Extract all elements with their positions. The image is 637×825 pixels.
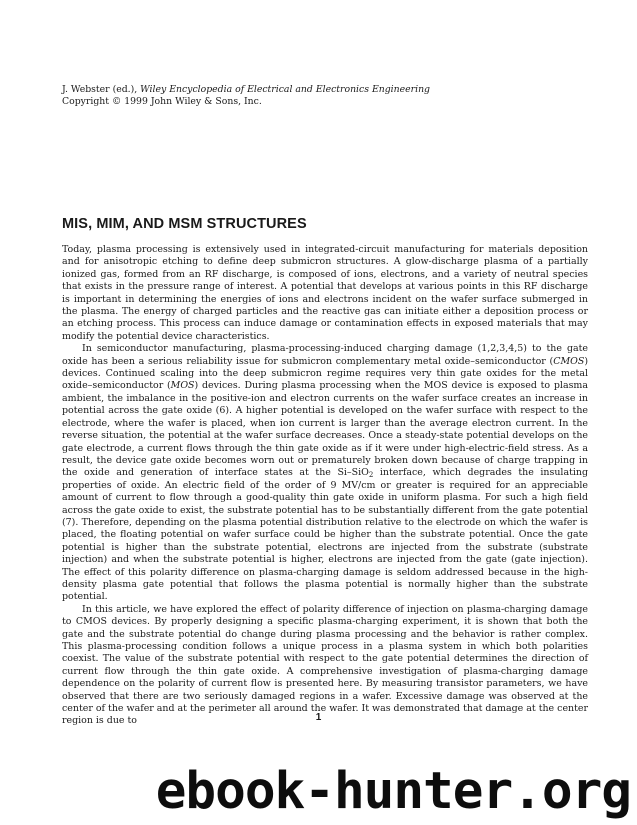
article-body (62, 244, 588, 728)
paragraph: Today, plasma processing is extensively used in integrated-circuit manufacturing for materials deposition and for anisotropic etching to define deep submicron structures. A glow-discharge plasma of a partially ionized gas, formed from an RF discharge, is composed of ions, electrons, and a variety of neutral species that exists in the pressure range of interest. A potential that develops at various points in this RF discharge is important in determining the energies of ions and electrons incident on the wafer surface submerged in the plasma. The energy of charged particles and the reactive gas can initiate either a deposition process or an etching process. This process can induce damage or contamination effects in exposed materials that may modify the potential device characteristics. (62, 244, 588, 342)
citation-line (62, 84, 430, 96)
watermark: ebook-hunter.org (155, 762, 631, 821)
encyclopedia-title: Wiley Encyclopedia of Electrical and Electronics Engineering (140, 84, 431, 95)
paragraph: In this article, we have explored the effect of polarity difference of injection on plasma-charging damage to CMOS devices. By properly designing a specific plasma-charging experiment, it is shown that both the gate and the substrate potential do change during plasma processing and the behavior is rather complex. This plasma-processing condition follows a unique process in a plasma system in which both polarities coexist. The value of the substrate potential with respect to the gate potential determines the direction of current flow through the thin gate oxide. A comprehensive investigation of plasma-charging damage dependence on the polarity of current flow is presented here. By measuring transistor parameters, we have observed that there are two seriously damaged regions in a wafer. Excessive damage was observed at the center of the wafer and at the perimeter all around the wafer. It was demonstrated that damage at the center region is due to (62, 603, 588, 727)
article-title: MIS, MIM, AND MSM STRUCTURES (62, 216, 307, 232)
page-number: 1 (315, 712, 322, 723)
paragraph: In semiconductor manufacturing, plasma-processing-induced charging damage (1,2,3,4,5) to the gate oxide has been a serious reliability issue for submicron complementary metal oxide–semiconductor (CMOS) devices. Continued scaling into the deep submicron regime requires very thin gate oxides for the metal oxide–semiconductor (MOS) devices. During plasma processing when the MOS device is exposed to plasma ambient, the imbalance in the positive-ion and electron currents on the wafer surface creates an increase in potential across the gate oxide (6). A higher potential is developed on the wafer surface with respect to the electrode, where the wafer is placed, when ion current is larger than the average electron current. In the reverse situation, the potential at the wafer surface decreases. Once a steady-state potential develops on the gate electrode, a current flows through the thin gate oxide as if it were under high-electric-field stress. As a result, the device gate oxide becomes worn out or prematurely broken down because of charge trapping in the oxide and generation of interface states at the Si–SiO$_2$ interface, which degrades the insulating properties of oxide. An electric field of the order of 9 MV/cm or greater is required for an appreciable amount of current to flow through a good-quality thin gate oxide in uniform plasma. For such a high field across the gate oxide to exist, the substrate potential has to be substantially different from the gate potential (7). Therefore, depending on the plasma potential distribution relative to the electrode on which the wafer is placed, the floating potential on wafer surface could be higher than the substrate potential. Once the gate potential is higher than the substrate potential, electrons are injected from the substrate (substrate injection) and when the substrate potential is higher, electrons are injected from the gate (gate injection). The effect of this polarity difference on plasma-charging damage is seldom addressed because in the high-density plasma gate potential that follows the plasma potential is normally higher than the substrate potential. (62, 343, 589, 603)
citation-header (62, 84, 430, 108)
editor-text: J. Webster (ed.), (62, 84, 141, 95)
copyright-line: Copyright © 1999 John Wiley & Sons, Inc. (62, 96, 262, 107)
